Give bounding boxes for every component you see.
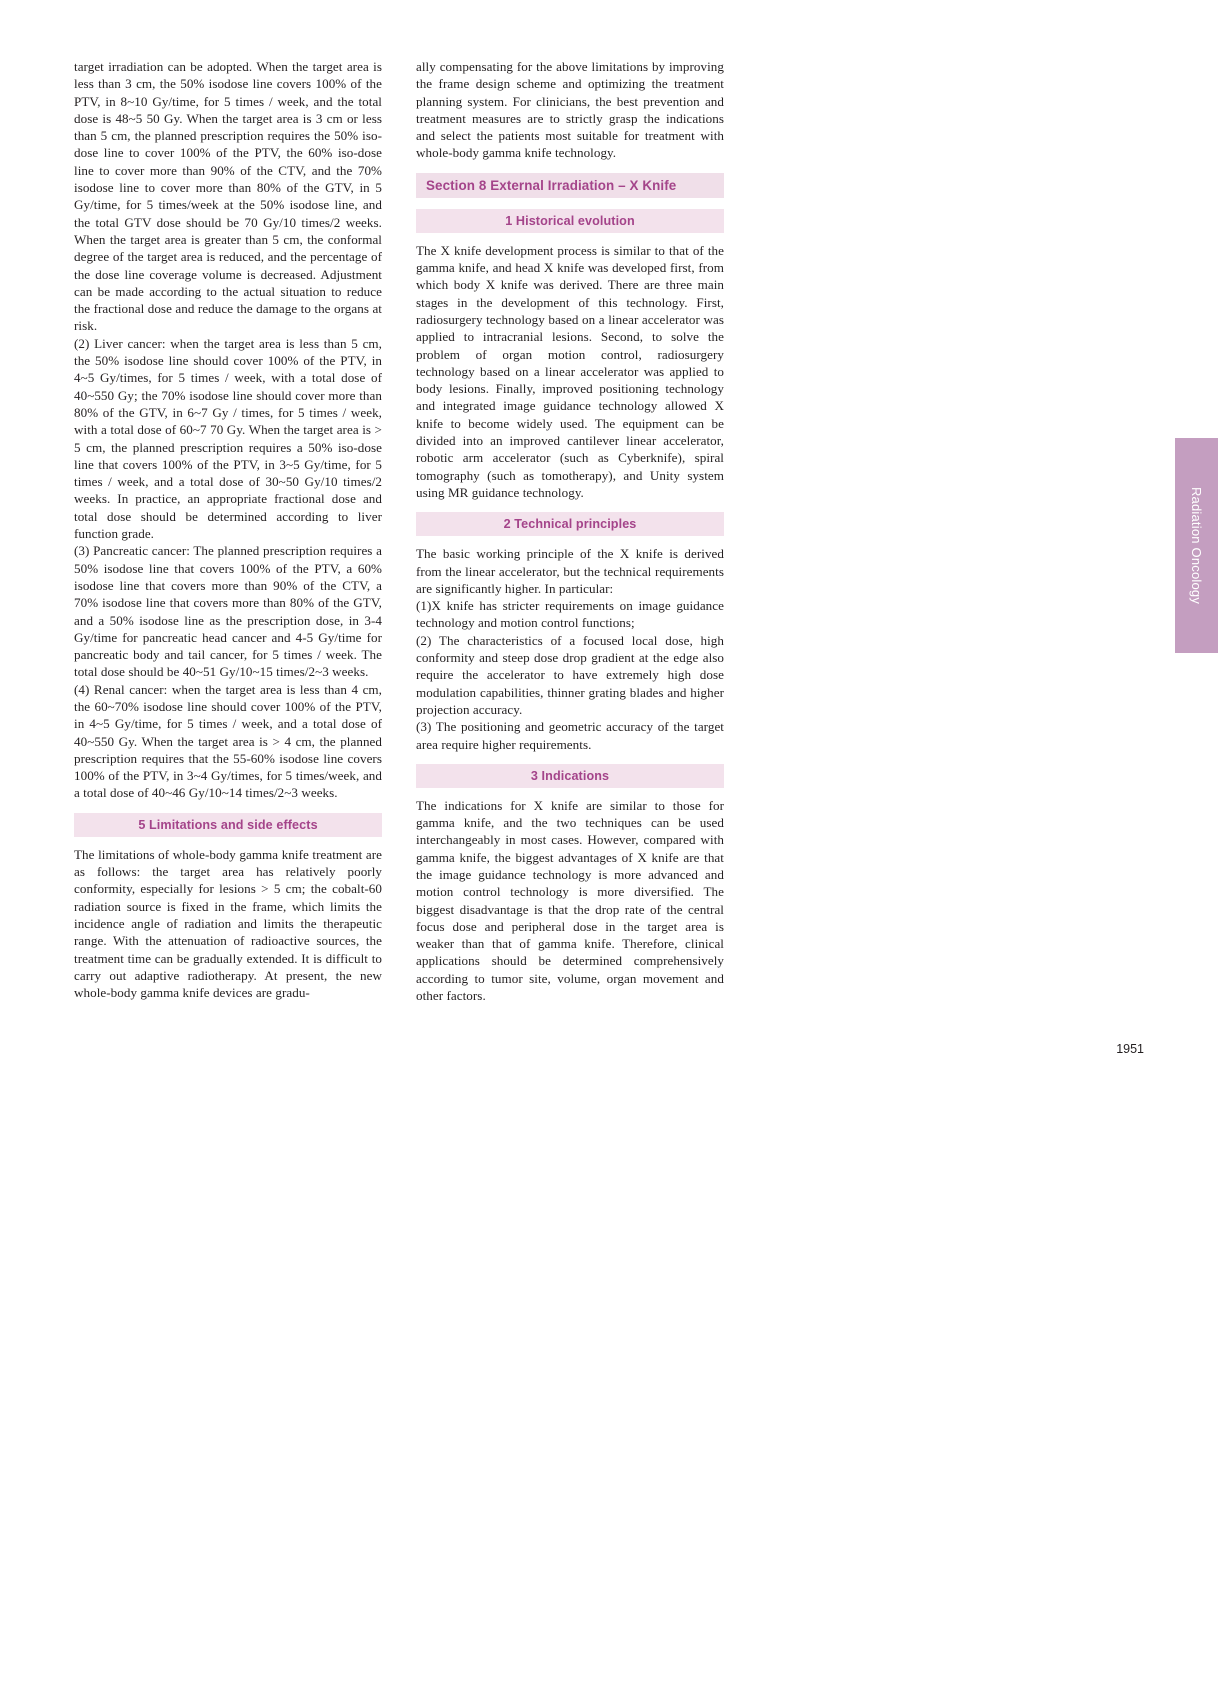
paragraph: ally compensating for the above limitations by improving the frame design scheme and optimizing the treatment planning system. For clinicians, the best prevention and treatment measures are to strictly grasp the indications and select the patients most suitable for treatment with whole-body gamma knife technology. [416,59,724,161]
section-heading-limitations: 5 Limitations and side effects [74,813,382,837]
side-tab-label: Radiation Oncology [1189,486,1204,605]
paragraph: The X knife development process is similar to that of the gamma knife, and head X knife was developed first, from which body X knife was derived. There are three main stages in the development of this technology. First, radiosurgery technology based on a linear accelerator was applied to intracranial lesions. Second, to solve the problem of organ motion control, radiosurgery technology based on a linear accelerator was applied to body lesions. Finally, improved positioning technology and integrated image guidance technology allowed X knife to become widely used. The equipment can be divided into an improved cantilever linear accelerator, robotic arm accelerator (such as Cyberknife), spiral tomography (such as tomotherapy), and Unity system using MR guidance technology. [416,242,724,500]
section-title-external-irradiation: Section 8 External Irradiation – X Knife [416,173,724,198]
left-column [74,58,382,1004]
paragraph: target irradiation can be adopted. When the target area is less than 3 cm, the 50% isodose line covers 100% of the PTV, in 8~10 Gy/time, for 5 times / week, and the total dose is 48~5 50 Gy. When the target area is 3 cm or less than 5 cm, the planned prescription requires the 50% iso-dose line to cover 100% of the PTV, the 60% iso-dose line to cover more than 90% of the CTV, and the 70% isodose line to cover more than 80% of the GTV, in 5 Gy/time, for 5 times/week at the 50% isodose line, and the total GTV dose should be 70 Gy/10 times/2 weeks. When the target area is greater than 5 cm, the conformal degree of the target area is reduced, and the percentage of the dose line coverage volume is decreased. Adjustment can be made according to the actual situation to reduce the fractional dose and reduce the damage to the organs at risk. [74,59,382,334]
paragraph: (2) The characteristics of a focused local dose, high conformity and steep dose drop gradient at the edge also require the accelerator to have extremely high dose modulation capabilities, thinner grating blades and higher projection accuracy. [416,632,724,717]
paragraph: (3) The positioning and geometric accuracy of the target area require higher requirements. [416,719,724,752]
two-column-text-body [74,58,724,1004]
section-heading-technical-principles: 2 Technical principles [416,512,724,536]
right-column [416,58,724,1004]
paragraph: The indications for X knife are similar to those for gamma knife, and the two techniques can be used interchangeably in most cases. However, compared with gamma knife, the biggest advantages of X knife are that the image guidance technology is more advanced and motion control technology is more diversified. The biggest disadvantage is that the drop rate of the central focus dose and peripheral dose in the target area is weaker than that of gamma knife. Therefore, clinical applications should be determined comprehensively according to tumor site, volume, organ movement and other factors. [416,797,724,1004]
section-heading-indications: 3 Indications [416,764,724,788]
paragraph: The basic working principle of the X knife is derived from the linear accelerator, but the technical requirements are significantly higher. In particular: [416,546,724,596]
page-number: 1951 [1116,1042,1144,1056]
side-thumb-tab [1175,438,1218,653]
paragraph: (1)X knife has stricter requirements on image guidance technology and motion control functions; [416,598,724,631]
section-heading-historical-evolution: 1 Historical evolution [416,209,724,233]
paragraph: (4) Renal cancer: when the target area is less than 4 cm, the 60~70% isodose line should cover 100% of the PTV, in 4~5 Gy/time, for 5 times / week, and a total dose of 40~550 Gy. When the target area is > 4 cm, the planned prescription requires that the 55-60% isodose line covers 100% of the PTV, in 3~4 Gy/times, for 5 times/week, and a total dose of 40~46 Gy/10~14 times/2~3 weeks. [74,681,382,801]
paragraph: The limitations of whole-body gamma knife treatment are as follows: the target area has relatively poorly conformity, especially for lesions > 5 cm; the cobalt-60 radiation source is fixed in the frame, which limits the incidence angle of radiation and limits the therapeutic range. With the attenuation of radioactive sources, the treatment time can be gradually extended. It is difficult to carry out adaptive radiotherapy. At present, the new whole-body gamma knife devices are gradu- [74,846,382,1001]
paragraph: (2) Liver cancer: when the target area is less than 5 cm, the 50% isodose line should cover 100% of the PTV, in 4~5 Gy/times, for 5 times / week, with a total dose of 40~550 Gy; the 70% isodose line should cover more than 80% of the GTV, in 6~7 Gy / times, for 5 times / week, with a total dose of 60~7 70 Gy. When the target area is > 5 cm, the planned prescription requires a 50% iso-dose line that covers 100% of the PTV, in 3~5 Gy/time, for 5 times / week, and a total dose of 30~50 Gy/10 times/2 weeks. In practice, an appropriate fractional dose and total dose should be determined according to liver function grade. [74,335,382,542]
paragraph: (3) Pancreatic cancer: The planned prescription requires a 50% isodose line that covers 100% of the PTV, a 60% isodose line that covers more than 90% of the CTV, a 70% isodose line that covers more than 80% of the GTV, and a 50% isodose line as the prescription dose, in 3-4 Gy/time for pancreatic head cancer and 4-5 Gy/time for pancreatic body and tail cancer, for 5 times / week. The total dose should be 40~51 Gy/10~15 times/2~3 weeks. [74,543,382,680]
